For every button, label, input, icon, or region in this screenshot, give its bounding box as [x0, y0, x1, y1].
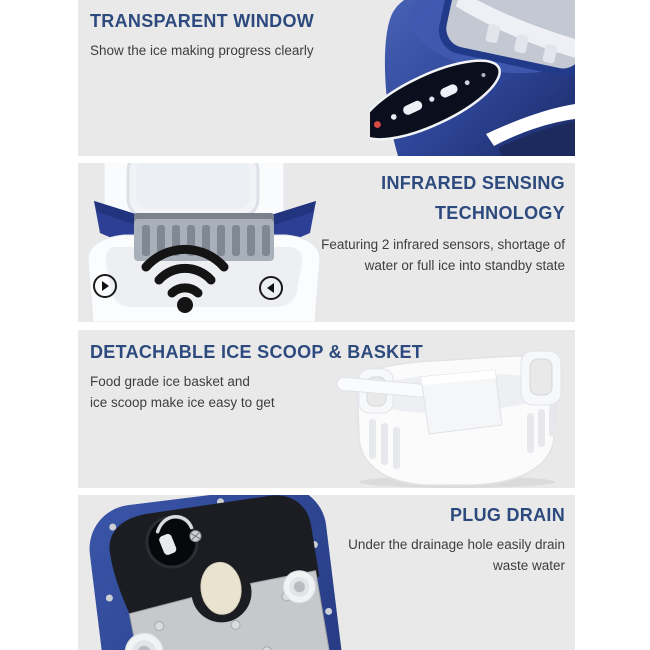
feature-copy-infrared-sensing: [245, 168, 565, 276]
right-handle-cutout: [530, 359, 552, 395]
feature-description: [255, 534, 565, 576]
body-line: Food grade ice basket and: [90, 374, 250, 389]
heading-line: INFRARED SENSING: [381, 173, 565, 193]
body-line: waste water: [492, 558, 565, 573]
feature-heading: [245, 168, 565, 228]
body-line: ice scoop make ice easy to get: [90, 395, 275, 410]
heading-line: TRANSPARENT WINDOW: [90, 11, 315, 31]
heading-line: PLUG DRAIN: [450, 505, 565, 525]
feature-copy-transparent-window: [90, 8, 314, 61]
feature-heading: [90, 339, 423, 365]
feature-description: [245, 234, 565, 276]
feature-copy-plug-drain: [255, 502, 565, 576]
section-ice-scoop-basket: [78, 330, 575, 488]
feature-description: [90, 40, 314, 61]
feature-heading: [90, 8, 314, 34]
body-line: water or full ice into standby state: [364, 258, 565, 273]
section-plug-drain: [78, 495, 575, 650]
blue-ice-maker-top-view-photo: [370, 0, 575, 156]
feature-copy-ice-scoop-basket: [90, 339, 423, 413]
body-line: Under the drainage hole easily drain: [348, 537, 565, 552]
feature-description: [90, 371, 423, 413]
body-line: Featuring 2 infrared sensors, shortage of: [321, 237, 565, 252]
section-infrared-sensing: [78, 163, 575, 322]
heading-line: TECHNOLOGY: [434, 203, 565, 223]
heading-line: DETACHABLE ICE SCOOP & BASKET: [90, 342, 424, 362]
body-line: Show the ice making progress clearly: [90, 43, 314, 58]
section-transparent-window: [78, 0, 575, 156]
feature-heading: [255, 502, 565, 528]
